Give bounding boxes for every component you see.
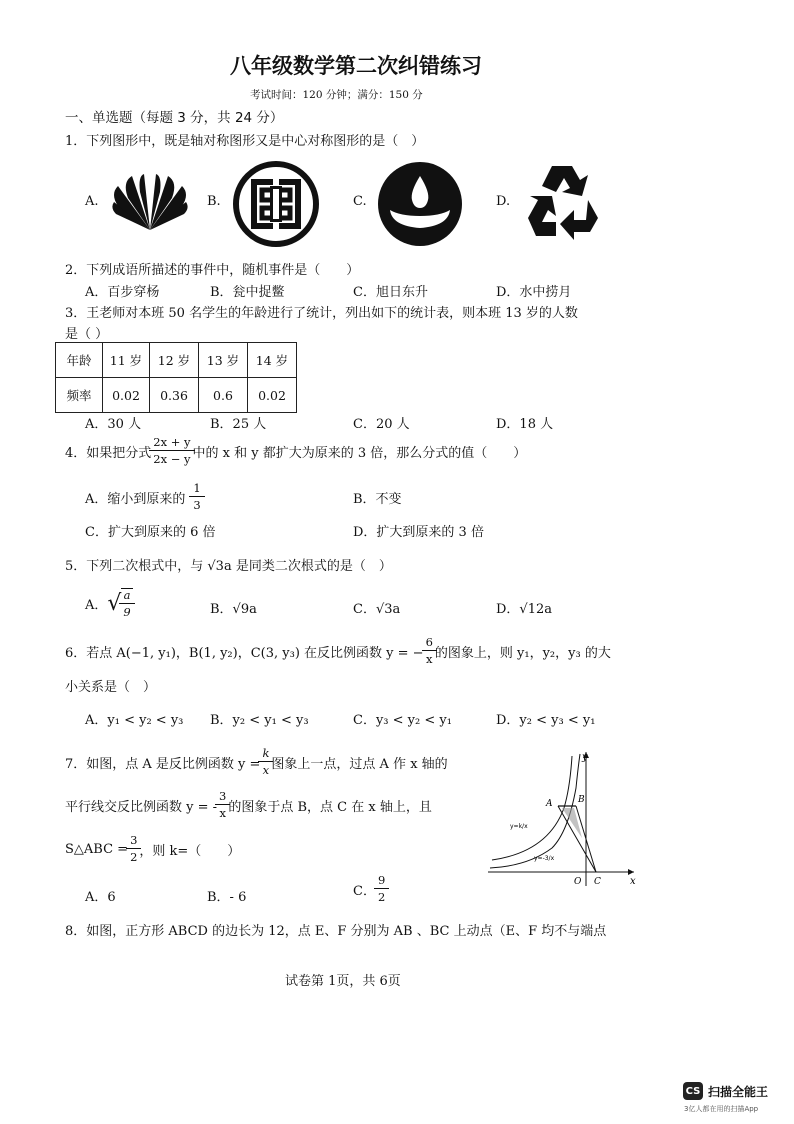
q8-stem: 8．如图，正方形 ABCD 的边长为 12，点 E、F 分别为 AB 、BC 上动点（E、F 均不与端点 [65,924,607,939]
fraction-denominator: 3 [193,497,201,512]
q3-option-c: C．20 人 [353,417,410,432]
label-curve-neg3: y=-3/x [534,855,555,862]
q6-fraction [424,636,435,666]
q7-line2-b: 的图象于点 B，点 C 在 x 轴上，且 [228,799,432,815]
q7-option-c [353,874,387,904]
recycle-logo-icon [522,160,602,244]
q7-line1-fraction [260,747,271,777]
table-cell: 14 岁 [248,343,297,378]
q7-option-b: B．- 6 [207,890,247,905]
q6-stem [65,636,611,666]
icbc-logo-icon [232,160,320,248]
q1-option-a-label: A. [85,194,99,209]
q6-stem-a: 6．若点 A(−1, y₁)，B(1, y₂)，C(3, y₃) 在反比例函数 y = − [65,645,424,661]
exam-info: 考试时间：120 分钟；满分：150 分 [250,89,423,101]
q5-option-a-label: A． [85,598,108,613]
fraction-numerator: 3 [130,833,138,847]
q3-option-a: A．30 人 [85,417,142,432]
q4-option-a-fraction [191,482,202,512]
q1-option-c-label: C. [353,194,367,209]
q7-line2-a: 平行线交反比例函数 y = - [65,799,218,815]
scanner-name: 扫描全能王 [708,1084,769,1099]
q7-line1-a: 7．如图，点 A 是反比例函数 y = [65,756,261,772]
table-cell: 0.6 [199,378,248,413]
q6-option-b: B．y₂ < y₁ < y₃ [210,713,309,728]
q7-line2 [65,790,432,820]
q4-option-d: D．扩大到原来的 3 倍 [353,525,484,540]
q3-stem-line2: 是（ ） [65,327,109,342]
q7-line1-b: 图象上一点，过点 A 作 x 轴的 [271,756,448,772]
q6-stem-line2: 小关系是（ ） [65,680,157,695]
huawei-logo-icon [106,172,194,232]
table-cell: 11 岁 [103,343,150,378]
fraction-denominator: x [219,805,226,820]
q2-option-c: C．旭日东升 [353,285,428,300]
fraction-denominator: 2 [130,849,138,864]
fraction-denominator: 2 [377,889,386,904]
q4-option-a-text: A．缩小到原来的 [85,491,186,507]
q4-option-a [85,482,203,512]
page-title: 八年级数学第二次纠错练习 [230,54,482,78]
q7-line3-a: S△ABC = [65,841,129,857]
q1-option-d-label: D. [496,194,511,209]
q5-stem: 5．下列二次根式中，与 √3a 是同类二次根式的是（ ） [65,559,392,574]
q7-line3-b: ，则 k=（ ） [139,843,241,859]
q7-option-a: A．6 [85,890,116,905]
section-heading: 一、单选题（每题 3 分，共 24 分） [65,110,284,126]
q3-option-d: D．18 人 [496,417,554,432]
q1-option-b-label: B. [207,194,221,209]
q3-option-b: B．25 人 [210,417,267,432]
table-cell: 0.02 [103,378,150,413]
label-a: A [546,799,553,809]
label-x: x [630,876,636,887]
table-row [56,378,297,413]
fraction-numerator: 3 [219,789,227,803]
fraction-numerator: 9 [377,873,386,887]
page-footer: 试卷第 1页，共 6页 [285,974,401,989]
fraction-numerator: a [123,588,131,602]
table-row [56,343,297,378]
fraction-numerator: 1 [193,481,201,495]
q4-option-b: B．不变 [353,492,402,507]
q7-line2-fraction [217,790,228,820]
q7-option-c-fraction [376,874,387,904]
q5-option-b: B．√9a [210,602,257,617]
q7-graph-figure [488,748,640,888]
q5-option-a-fraction [121,588,132,619]
q2-option-b: B．瓮中捉鳖 [210,285,285,300]
q3-stem-line1: 3．王老师对本班 50 名学生的年龄进行了统计，列出如下的统计表，则本班 13 岁的人数 [65,306,578,321]
fraction-numerator: k [262,746,270,760]
q2-option-d: D．水中捞月 [496,285,572,300]
label-o: O [574,877,582,887]
table-cell: 13 岁 [199,343,248,378]
q6-option-d: D．y₂ < y₃ < y₁ [496,713,596,728]
q4-suffix: 中的 x 和 y 都扩大为原来的 3 倍，那么分式的值（ ） [192,445,527,461]
q4-stem [65,436,526,466]
q2-stem: 2．下列成语所描述的事件中，随机事件是（ ） [65,263,360,278]
q4-fraction [151,436,192,466]
fraction-numerator: 6 [425,635,433,649]
age-frequency-table [55,342,297,413]
table-header-cell: 频率 [56,378,103,413]
q4-prefix: 4．如果把分式 [65,445,152,461]
fraction-denominator: x [262,762,270,777]
q7-option-c-label: C． [353,883,376,899]
q1-stem: 1．下列图形中，既是轴对称图形又是中心对称图形的是（ ） [65,134,425,149]
label-y: y [582,752,588,763]
table-cell: 12 岁 [150,343,199,378]
q5-option-a: A． √ $\frac{a}{9}$ [85,588,133,619]
q4-numerator: 2x + y [153,435,191,449]
q6-stem-b: 的图象上，则 y₁，y₂，y₃ 的大 [434,645,611,661]
scanner-badge: CS [683,1082,703,1100]
fraction-denominator: x [425,651,433,666]
q7-line1 [65,747,448,777]
fraction-denominator: 9 [123,604,131,619]
table-cell: 0.36 [150,378,199,413]
water-drop-logo-icon [376,160,464,248]
label-curve-k: y=k/x [510,823,528,830]
q4-option-c: C．扩大到原来的 6 倍 [85,525,216,540]
scanner-watermark [683,1082,768,1100]
q7-line3 [65,834,240,864]
table-cell: 0.02 [248,378,297,413]
q7-line3-fraction [128,834,139,864]
q5-option-d: D．√12a [496,602,552,617]
q2-option-a: A．百步穿杨 [85,285,160,300]
scanner-tagline: 3亿人都在用的扫描App [684,1105,759,1113]
q6-option-a: A．y₁ < y₂ < y₃ [85,713,184,728]
table-header-cell: 年龄 [56,343,103,378]
label-b: B [578,795,585,805]
label-c: C [594,877,601,887]
q4-denominator: 2x − y [153,451,191,466]
q5-option-c: C．√3a [353,602,401,617]
q6-option-c: C．y₃ < y₂ < y₁ [353,713,452,728]
